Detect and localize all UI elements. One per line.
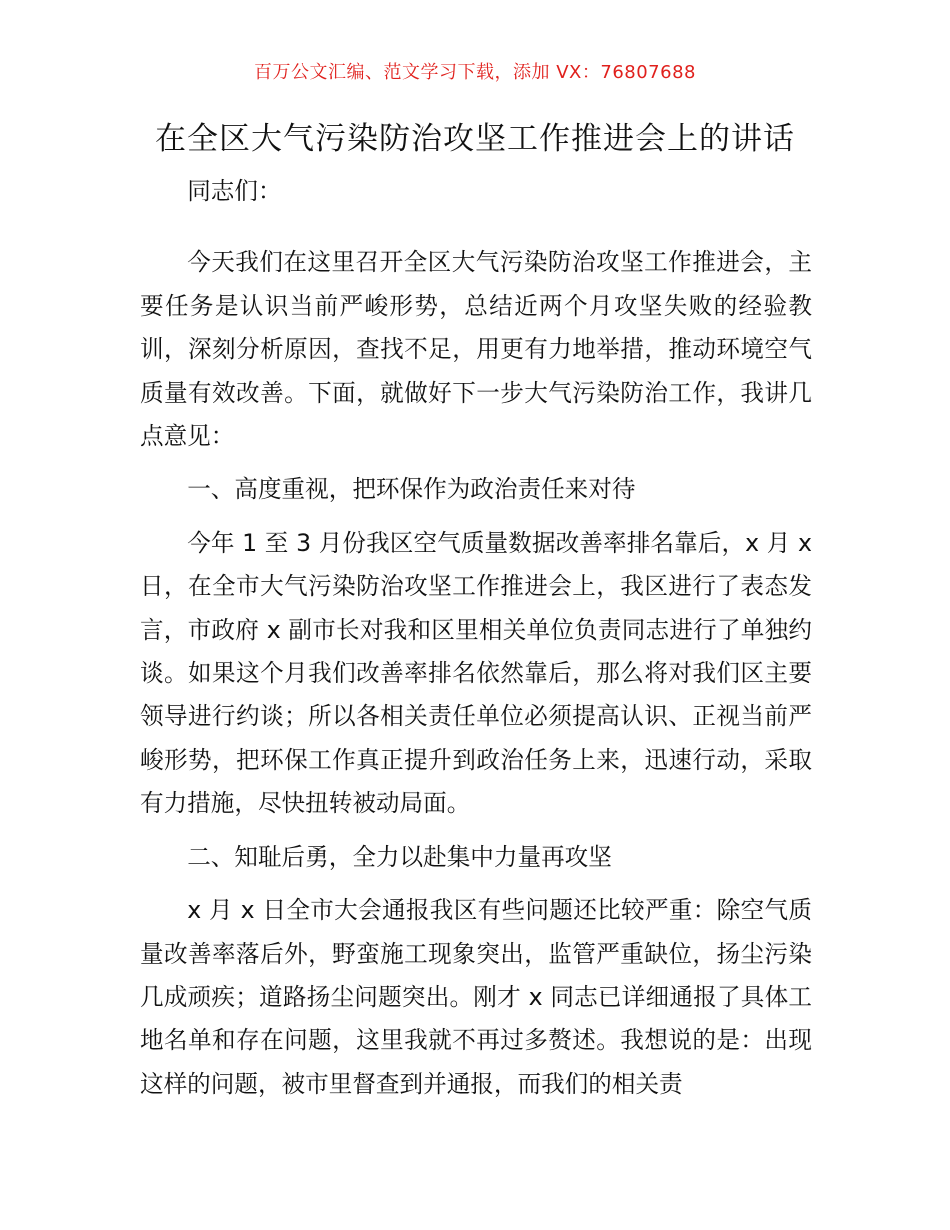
salutation: 同志们： [187, 177, 282, 205]
section-heading-1: 一、高度重视，把环保作为政治责任来对待 [187, 475, 636, 504]
paragraph-section-2: x 月 x 日全市大会通报我区有些问题还比较严重：除空气质量改善率落后外，野蛮施工现象突出，监管严重缺位，扬尘污染几成顽疾；道路扬尘问题突出。刚才 x 同志已详细通报了具体工地名单和存在问题，这里我就不再过多赘述。我想说的是：出现这样的问题，被市里督查到并通报，而我们的相关责 [140, 896, 812, 1098]
document-title: 在全区大气污染防治攻坚工作推进会上的讲话 [155, 121, 795, 157]
header-watermark-note: 百万公文汇编、范文学习下载，添加 VX：76807688 [254, 62, 696, 83]
document-body [140, 170, 812, 1106]
paragraph-intro: 今天我们在这里召开全区大气污染防治攻坚工作推进会，主要任务是认识当前严峻形势，总结近两个月攻坚失败的经验教训，深刻分析原因，查找不足，用更有力地举措，推动环境空气质量有效改善。下面，就做好下一步大气污染防治工作，我讲几点意见： [140, 248, 812, 451]
section-heading-2: 二、知耻后勇，全力以赴集中力量再攻坚 [187, 842, 612, 871]
paragraph-section-1: 今年 1 至 3 月份我区空气质量数据改善率排名靠后，x 月 x 日，在全市大气污染防治攻坚工作推进会上，我区进行了表态发言，市政府 x 副市长对我和区里相关单位负责同志进行了单独约谈。如果这个月我们改善率排名依然靠后，那么将对我们区主要领导进行约谈；所以各相关责任单位必须提高认识、正视当前严峻形势，把环保工作真正提升到政治任务上来，迅速行动，采取有力措施，尽快扭转被动局面。 [140, 528, 812, 818]
